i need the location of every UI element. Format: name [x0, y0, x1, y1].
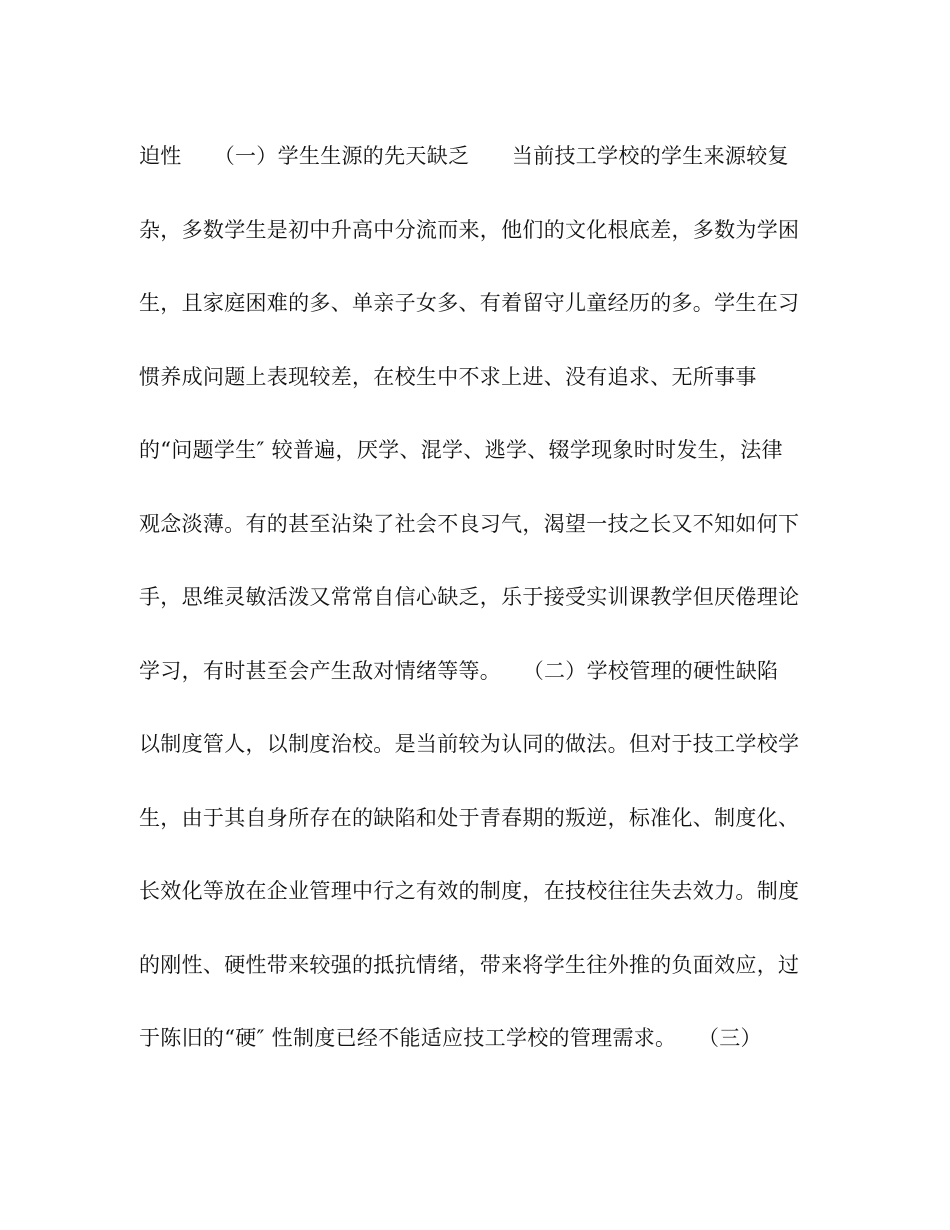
text-line: 学习，有时甚至会产生敌对情绪等等。 （二）学校管理的硬性缺陷	[139, 658, 779, 683]
text-line: 观念淡薄。有的甚至沾染了社会不良习气，渴望一技之长又不知如何下	[139, 511, 800, 536]
text-line: 的刚性、硬性带来较强的抵抗情绪，带来将学生往外推的负面效应，过	[139, 952, 800, 977]
text-line: 长效化等放在企业管理中行之有效的制度，在技校往往失去效力。制度	[139, 879, 800, 903]
text-line: 惯养成问题上表现较差，在校生中不求上进、没有追求、无所事事	[139, 364, 757, 389]
text-line: 生，且家庭困难的多、单亲子女多、有着留守儿童经历的多。学生在习	[139, 291, 800, 315]
text-line: 以制度管人，以制度治校。是当前较为认同的做法。但对于技工学校学	[139, 732, 800, 756]
text-line: 杂，多数学生是初中升高中分流而来，他们的文化根底差，多数为学困	[139, 217, 800, 242]
text-line: 于陈旧的“硬″ 性制度已经不能适应技工学校的管理需求。 （三）	[139, 1026, 762, 1050]
text-line: 生，由于其自身所存在的缺陷和处于青春期的叛逆，标准化、制度化、	[139, 805, 800, 830]
text-line: 的“问题学生″ 较普遍，厌学、混学、逃学、辍学现象时时发生，法律	[139, 438, 783, 462]
text-line: 迫性 （一）学生生源的先天缺乏 当前技工学校的学生来源较复	[139, 144, 789, 168]
body-text	[139, 136, 819, 1092]
text-line: 手，思维灵敏活泼又常常自信心缺乏，乐于接受实训课教学但厌倦理论	[139, 585, 800, 609]
